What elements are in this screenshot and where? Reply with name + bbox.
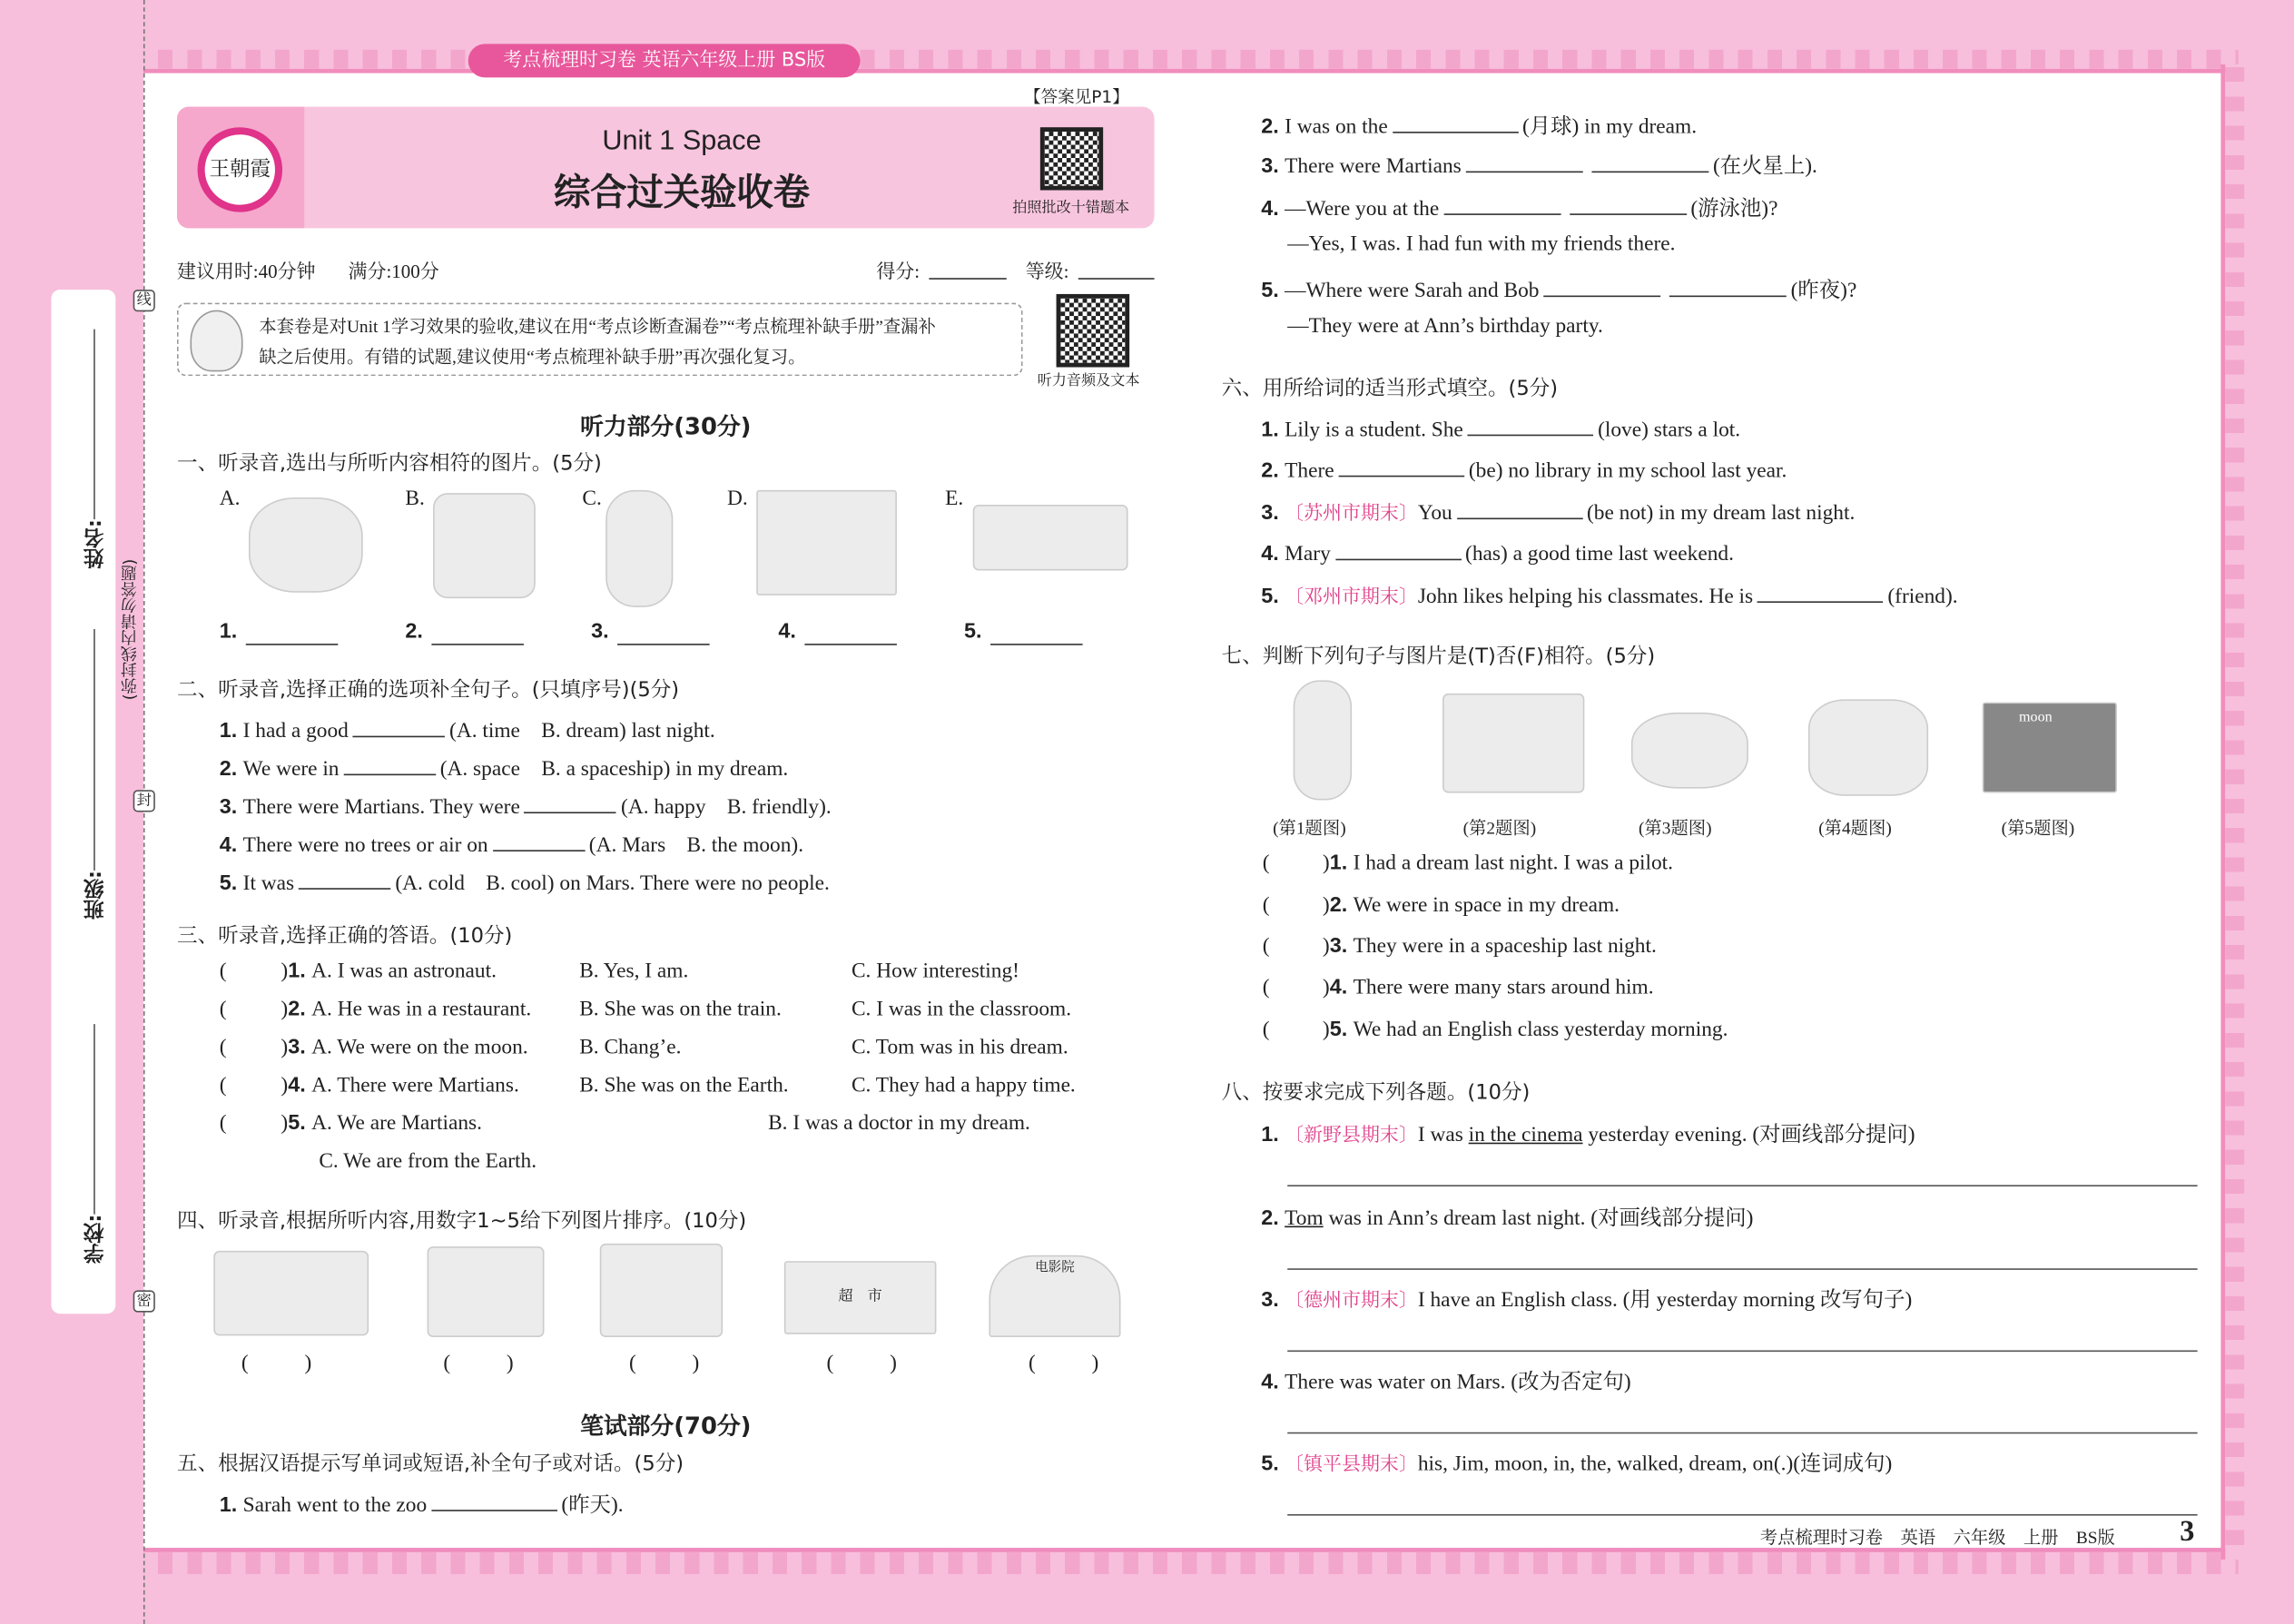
question-hint: (在火星上). (1712, 154, 1817, 179)
question-text: I had a dream last night. I was a pilot. (1353, 851, 1674, 875)
question-number: 3. (288, 1036, 306, 1059)
illustration-classroom (756, 490, 897, 595)
figure-caption: (第1题图) (1273, 817, 1346, 839)
section-8-heading: 八、按要求完成下列各题。(10分) (1221, 1080, 1531, 1105)
answer-blank[interactable] (299, 869, 391, 890)
question-number: 4. (1261, 1371, 1279, 1394)
option-b: B. She was on the train. (579, 998, 782, 1021)
illustration-moon-planet (249, 497, 363, 593)
option-c: C. How interesting! (851, 960, 1019, 983)
question-text: They were in a spaceship last night. (1353, 934, 1657, 959)
answer-blank[interactable] (1338, 457, 1464, 477)
option-a: A. We are Martians. (311, 1111, 482, 1136)
question-text: We were in (242, 757, 340, 782)
answer-reference: 【答案见P1】 (1024, 86, 1129, 107)
question-number: 4. (1329, 975, 1348, 999)
question-number: 3. (1261, 154, 1279, 179)
question-hint: (昨天). (561, 1493, 624, 1518)
section-4-heading: 四、听录音,根据所听内容,用数字1~5给下列图片排序。(10分) (177, 1209, 747, 1234)
question-number: 4. (1261, 542, 1279, 566)
blackboard-text: moon (2019, 709, 2053, 726)
option-letter: C. (582, 487, 602, 511)
writing-title: 笔试部分(70分) (580, 1412, 752, 1440)
paren-close: ) (281, 1036, 289, 1059)
question-item (1261, 273, 1856, 304)
question-item (1261, 416, 1740, 444)
question-hint: (月球) in my dream. (1521, 115, 1698, 140)
question-text: was in Ann’s dream last night. (对画线部分提问) (1323, 1206, 1754, 1231)
question-item (281, 1036, 527, 1060)
question-item (1261, 1365, 1631, 1396)
question-text: yesterday evening. (对画线部分提问) (1582, 1123, 1915, 1147)
question-text: There were Martians. They were (242, 795, 520, 820)
question-item (1323, 851, 1673, 876)
question-item (1323, 894, 1620, 919)
answer-blank[interactable] (1335, 540, 1462, 561)
qr-label: 听力音频及文本 (1037, 372, 1140, 389)
question-number: 5. (1261, 279, 1279, 303)
illustration-astronaut (433, 493, 536, 598)
question-hint: (be) no library in my school last year. (1468, 459, 1787, 483)
answer-choice-box[interactable]: ( (219, 1073, 227, 1097)
illustration-blackboard (1983, 703, 2117, 793)
right-wave-border (2220, 64, 2244, 1560)
question-number: 5. (1261, 1452, 1279, 1477)
question-text: —They were at Ann’s birthday party. (1287, 314, 1603, 339)
question-text: Mary (1285, 542, 1331, 566)
option-b: B. She was on the Earth. (579, 1073, 789, 1097)
suggested-time: 建议用时:40分钟 (177, 260, 316, 283)
school-label: 学校: (83, 1214, 107, 1264)
question-number: 5. (219, 871, 238, 896)
question-number: 4. (219, 833, 238, 858)
question-text: There was water on Mars. (改为否定句) (1285, 1371, 1631, 1394)
illustration-sleeping-child (1631, 713, 1748, 789)
question-item (220, 828, 803, 859)
question-item (220, 1488, 624, 1519)
figure-caption: (第5题图) (2001, 817, 2075, 839)
question-number: 5. (288, 1111, 306, 1136)
series-banner: 考点梳理时习卷 英语六年级上册 BS版 (468, 44, 861, 77)
question-text: —Where were Sarah and Bob (1285, 279, 1540, 303)
question-text: There were many stars around him. (1353, 975, 1654, 999)
option-b: B. I was a doctor in my dream. (768, 1111, 1030, 1136)
grade-label: 等级: (1025, 260, 1069, 283)
question-item (1261, 1283, 1912, 1314)
question-number: 3. (1261, 501, 1279, 526)
underlined-part: Tom (1285, 1206, 1324, 1231)
answer-number: 4. (778, 620, 796, 645)
question-text: There were no trees or air on (242, 833, 488, 858)
logo (177, 107, 304, 229)
question-hint: (昨夜)? (1790, 279, 1857, 303)
question-number: 4. (1261, 197, 1279, 221)
question-item (1261, 581, 1957, 610)
question-source-tag: 〔苏州市期末〕 (1285, 501, 1418, 524)
question-text: Lily is a student. She (1285, 418, 1463, 442)
answer-line[interactable] (1287, 1351, 2197, 1353)
section-7-heading: 七、判断下列句子与图片是(T)否(F)相符。(5分) (1221, 645, 1656, 669)
tf-answer-box[interactable]: ( (1262, 975, 1270, 999)
figure-caption: (第3题图) (1638, 817, 1712, 839)
question-item (1261, 1201, 1753, 1232)
paper-title: 综合过关验收卷 (553, 171, 811, 214)
question-item (1261, 110, 1697, 141)
illustration-swimming (973, 505, 1128, 571)
question-text: John likes helping his classmates. He is (1417, 585, 1754, 609)
question-text: I had a good (242, 719, 349, 743)
question-hint: (游泳池)? (1690, 197, 1778, 221)
question-item (281, 1112, 482, 1137)
answer-blank[interactable] (1591, 153, 1708, 173)
question-text: his, Jim, moon, in, the, walked, dream, on(.)(连词成句) (1417, 1452, 1893, 1477)
question-item (1261, 497, 1855, 527)
paren-close: ) (1322, 1018, 1330, 1042)
answer-blank[interactable] (1669, 277, 1787, 298)
answer-blank[interactable] (492, 831, 585, 851)
question-source-tag: 〔镇平县期末〕 (1285, 1452, 1418, 1475)
class-field[interactable] (94, 629, 95, 871)
question-number: 1. (219, 719, 238, 743)
question-number: 4. (288, 1073, 306, 1097)
option-c: C. I was in the classroom. (851, 998, 1072, 1021)
section-1-heading: 一、听录音,选出与所听内容相符的图片。(5分) (177, 451, 602, 476)
tf-answer-box[interactable]: ( (1262, 893, 1270, 918)
figure-caption: (第4题图) (1818, 817, 1892, 839)
option-letter: E. (945, 487, 964, 511)
question-hint: (friend). (1887, 585, 1958, 609)
answer-number: 1. (219, 620, 238, 645)
question-number: 2. (1261, 115, 1279, 140)
answer-blank[interactable] (353, 717, 446, 738)
question-item (1287, 232, 1675, 257)
paren-close: ) (1322, 851, 1330, 875)
question-number: 3. (219, 795, 238, 820)
answer-line[interactable] (1287, 1185, 2197, 1186)
answer-blank[interactable] (1757, 582, 1884, 603)
section-6-heading: 六、用所给词的适当形式填空。(5分) (1221, 377, 1559, 401)
paren-close: ) (281, 1073, 289, 1097)
question-hint: (has) a good time last weekend. (1465, 542, 1734, 566)
answer-blank[interactable] (804, 644, 897, 645)
question-hint: (A. Mars B. the moon). (588, 833, 804, 858)
question-item (1287, 314, 1603, 339)
option-letter: A. (219, 487, 241, 511)
question-hint: (love) stars a lot. (1598, 418, 1741, 442)
qr-code-icon[interactable] (1057, 294, 1130, 368)
option-c: C. We are from the Earth. (319, 1149, 537, 1174)
question-item (220, 752, 788, 782)
option-a: A. I was an astronaut. (311, 960, 497, 983)
question-number: 2. (219, 757, 238, 782)
question-number: 1. (1329, 851, 1348, 875)
answer-choice-box[interactable]: ( (219, 960, 227, 983)
seal-mark: 封 (133, 790, 155, 812)
answer-choice-box[interactable]: ( (219, 1111, 227, 1136)
question-text: You (1417, 501, 1452, 526)
question-text: There were Martians (1285, 154, 1462, 179)
question-source-tag: 〔新野县期末〕 (1285, 1123, 1418, 1146)
answer-blank[interactable] (1443, 194, 1561, 215)
question-text: It was (242, 871, 295, 896)
paren-close: ) (1322, 975, 1330, 999)
question-source-tag: 〔德州市期末〕 (1285, 1288, 1418, 1311)
order-answer-box[interactable]: ( ) (241, 1352, 312, 1375)
unit-title: Unit 1 Space (602, 125, 762, 157)
answer-blank[interactable] (1466, 153, 1583, 173)
grade-field[interactable] (1078, 278, 1155, 280)
question-item (1261, 192, 1777, 222)
option-b: B. Yes, I am. (579, 960, 689, 983)
name-field[interactable] (94, 330, 95, 520)
answer-choice-box[interactable]: ( (219, 998, 227, 1021)
question-number: 2. (288, 998, 306, 1021)
illustration-hospital (600, 1244, 723, 1337)
answer-blank[interactable] (617, 644, 710, 645)
illustration-bedroom (428, 1246, 545, 1337)
answer-blank[interactable] (431, 644, 524, 645)
question-number: 1. (219, 1493, 238, 1518)
tf-answer-box[interactable]: ( (1262, 851, 1270, 875)
answer-number: 2. (405, 620, 423, 645)
question-number: 1. (288, 960, 306, 983)
order-answer-box[interactable]: ( ) (1028, 1352, 1099, 1375)
question-item (220, 866, 830, 897)
question-hint: (A. happy B. friendly). (621, 795, 832, 820)
question-number: 2. (1261, 1206, 1279, 1231)
question-number: 2. (1261, 459, 1279, 483)
option-letter: B. (405, 487, 425, 511)
option-a: A. He was in a restaurant. (311, 998, 532, 1021)
tf-answer-box[interactable]: ( (1262, 1018, 1270, 1042)
answer-blank[interactable] (431, 1491, 557, 1511)
option-a: A. There were Martians. (311, 1073, 519, 1097)
question-item (1323, 976, 1654, 1000)
seal-mark: 线 (133, 290, 155, 311)
answer-number: 5. (964, 620, 982, 645)
option-c: C. They had a happy time. (851, 1073, 1076, 1097)
answer-blank[interactable] (1570, 194, 1687, 215)
class-label: 班级: (83, 870, 107, 920)
question-item (1323, 935, 1657, 960)
tf-answer-box[interactable]: ( (1262, 934, 1270, 959)
top-wave-border (143, 50, 2239, 74)
page-number: 3 (2180, 1515, 2195, 1549)
question-text: We were in space in my dream. (1353, 893, 1620, 918)
question-text: I have an English class. (用 yesterday morning 改写句子) (1417, 1288, 1913, 1313)
question-item (220, 790, 832, 821)
question-text: We had an English class yesterday morning. (1353, 1018, 1728, 1042)
option-letter: D. (726, 487, 748, 511)
figure-caption: (第2题图) (1462, 817, 1537, 839)
question-item (1261, 149, 1817, 180)
score-label: 得分: (876, 260, 921, 283)
section-5-heading: 五、根据汉语提示写单词或短语,补全句子或对话。(5分) (177, 1452, 684, 1477)
paren-close: ) (281, 960, 289, 983)
seal-note: (弥封线内请勿答题) (120, 558, 140, 701)
question-number: 5. (1329, 1018, 1348, 1042)
girl-avatar-icon (191, 310, 243, 372)
answer-line[interactable] (1287, 1514, 2197, 1516)
answer-line[interactable] (1287, 1268, 2197, 1270)
question-item (1261, 1447, 1892, 1478)
notice-box (177, 303, 1023, 377)
illustration-park (213, 1251, 369, 1335)
question-source-tag: 〔邓州市期末〕 (1285, 585, 1418, 607)
question-item (281, 960, 497, 984)
question-item (220, 714, 715, 744)
answer-blank[interactable] (1543, 277, 1660, 298)
option-c: C. Tom was in his dream. (851, 1036, 1068, 1059)
question-item (281, 1074, 518, 1098)
option-a: A. We were on the moon. (311, 1036, 528, 1059)
section-3-heading: 三、听录音,选择正确的答语。(10分) (177, 924, 513, 949)
paren-close: ) (281, 1111, 289, 1136)
paren-close: ) (281, 998, 289, 1021)
question-text: —Yes, I was. I had fun with my friends there. (1287, 232, 1676, 257)
seal-mark: 密 (133, 1290, 155, 1312)
question-text: There (1285, 459, 1334, 483)
bottom-wave-border (143, 1548, 2239, 1574)
listening-title: 听力部分(30分) (580, 412, 752, 441)
question-number: 3. (1261, 1288, 1279, 1313)
question-text: I was (1417, 1123, 1469, 1147)
question-hint: (A. space B. a spaceship) in my dream. (439, 757, 789, 782)
answer-blank[interactable] (990, 644, 1083, 645)
question-number: 1. (1261, 418, 1279, 442)
question-hint: (be not) in my dream last night. (1587, 501, 1856, 526)
qr-code-icon[interactable] (1040, 127, 1103, 190)
illustration-spaceship-interior (1442, 694, 1584, 793)
option-b: B. Chang’e. (579, 1036, 682, 1059)
qr-label: 拍照批改十错题本 (1012, 200, 1130, 217)
question-number: 1. (1261, 1123, 1279, 1147)
illustration-stars (1808, 699, 1928, 795)
answer-blank[interactable] (246, 644, 339, 645)
footer-text: 考点梳理时习卷 英语 六年级 上册 BS版 (1759, 1527, 2115, 1549)
question-hint: (A. time B. dream) last night. (449, 719, 715, 743)
answer-blank[interactable] (1468, 416, 1594, 437)
student-info-strip (51, 290, 115, 1314)
answer-choice-box[interactable]: ( (219, 1036, 227, 1059)
question-number: 3. (1329, 934, 1348, 959)
paren-close: ) (1322, 893, 1330, 918)
answer-blank[interactable] (1457, 499, 1583, 520)
notice-line: 本套卷是对Unit 1学习效果的验收,建议在用“考点诊断查漏卷”“考点梳理补缺手册”查漏补 (259, 316, 936, 337)
question-item (1323, 1019, 1728, 1043)
logo-text: 王朝霞 (198, 127, 282, 212)
question-text: —Were you at the (1285, 197, 1440, 221)
order-answer-box[interactable]: ( ) (628, 1352, 700, 1375)
notice-line: 缺之后使用。有错的试题,建议使用“考点梳理补缺手册”再次强化复习。 (259, 346, 806, 368)
answer-blank[interactable] (1393, 113, 1519, 133)
illustration-supermarket: 超 市 (784, 1261, 937, 1334)
order-answer-box[interactable]: ( ) (826, 1352, 897, 1375)
question-item (1261, 540, 1734, 568)
question-number: 2. (1329, 893, 1348, 918)
answer-number: 3. (591, 620, 609, 645)
question-text: I was on the (1285, 115, 1388, 140)
question-item (1261, 1117, 1915, 1148)
answer-blank[interactable] (343, 755, 436, 776)
full-score: 满分:100分 (348, 260, 439, 283)
illustration-cinema: 电影院 (989, 1255, 1120, 1337)
paren-close: ) (1322, 934, 1330, 959)
school-field[interactable] (94, 1024, 95, 1215)
question-text: Sarah went to the zoo (242, 1493, 428, 1518)
illustration-astronaut (1294, 680, 1352, 800)
illustration-robot (605, 490, 673, 607)
question-item (281, 998, 531, 1022)
answer-blank[interactable] (525, 792, 617, 813)
order-answer-box[interactable]: ( ) (443, 1352, 514, 1375)
question-item (1261, 457, 1787, 485)
question-hint: (A. cold B. cool) on Mars. There were no people. (395, 871, 830, 896)
question-number: 5. (1261, 585, 1279, 609)
section-2-heading: 二、听录音,选择正确的选项补全句子。(只填序号)(5分) (177, 678, 680, 703)
score-field[interactable] (929, 278, 1006, 280)
answer-line[interactable] (1287, 1432, 2197, 1434)
name-label: 姓名: (83, 519, 107, 569)
underlined-part: in the cinema (1468, 1123, 1583, 1147)
